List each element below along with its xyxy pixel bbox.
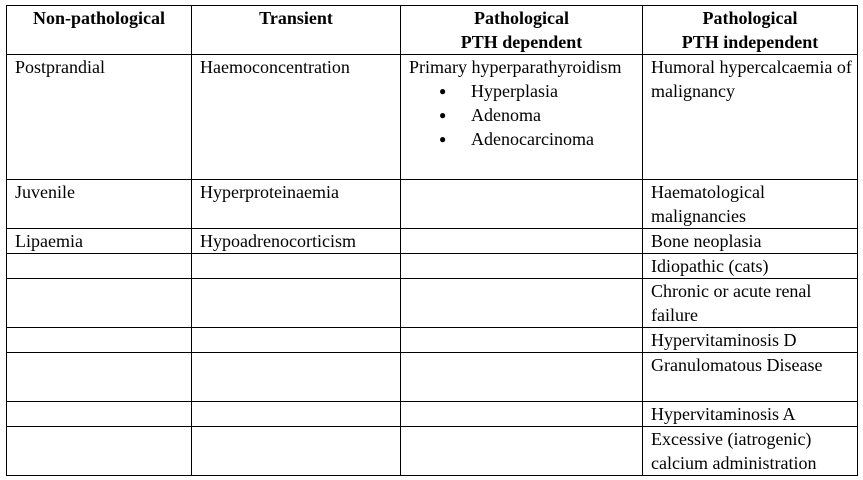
cell-pth-dependent	[401, 55, 643, 180]
cell-pth-dependent	[401, 180, 643, 229]
list-item: ● Adenoma	[409, 103, 638, 127]
table-row	[7, 353, 858, 402]
cell-pth-independent: Idiopathic (cats)	[643, 254, 858, 279]
table-row	[7, 328, 858, 353]
table-row	[7, 55, 858, 180]
table-row	[7, 254, 858, 279]
cell-pth-independent: Granulomatous Disease	[643, 353, 858, 402]
cell-pth-dependent	[401, 328, 643, 353]
cell-transient: Hypoadrenocorticism	[192, 229, 401, 254]
header-pth-independent: Pathological PTH independent	[643, 6, 858, 55]
pth-dependent-cause: Primary hyperparathyroidism	[409, 57, 622, 77]
cell-pth-dependent	[401, 427, 643, 476]
pth-dependent-subtypes	[409, 79, 638, 151]
cell-pth-independent: Hypervitaminosis D	[643, 328, 858, 353]
cell-transient: Hyperproteinaemia	[192, 180, 401, 229]
cell-non-pathological: Postprandial	[7, 55, 192, 180]
cell-pth-dependent	[401, 254, 643, 279]
cell-pth-dependent	[401, 353, 643, 402]
cell-non-pathological	[7, 254, 192, 279]
cell-pth-independent: Chronic or acute renal failure	[643, 279, 858, 328]
cell-non-pathological	[7, 402, 192, 427]
cell-pth-independent: Excessive (iatrogenic) calcium administration	[643, 427, 858, 476]
list-item: ● Adenocarcinoma	[409, 127, 638, 151]
header-transient: Transient	[192, 6, 401, 55]
cell-non-pathological: Juvenile	[7, 180, 192, 229]
cell-transient	[192, 427, 401, 476]
table-row	[7, 402, 858, 427]
cell-pth-independent: Haematological malignancies	[643, 180, 858, 229]
table-row	[7, 279, 858, 328]
cell-transient	[192, 402, 401, 427]
cell-non-pathological	[7, 279, 192, 328]
header-pth-dependent: Pathological PTH dependent	[401, 6, 643, 55]
cell-pth-dependent	[401, 279, 643, 328]
table-row	[7, 427, 858, 476]
cell-pth-dependent	[401, 229, 643, 254]
list-item: ● Hyperplasia	[409, 79, 638, 103]
table-row	[7, 229, 858, 254]
cell-transient: Haemoconcentration	[192, 55, 401, 180]
cell-transient	[192, 353, 401, 402]
cell-non-pathological	[7, 427, 192, 476]
cell-non-pathological	[7, 328, 192, 353]
cell-transient	[192, 254, 401, 279]
cell-transient	[192, 279, 401, 328]
header-row	[7, 6, 858, 55]
cell-non-pathological	[7, 353, 192, 402]
cell-transient	[192, 328, 401, 353]
cell-non-pathological: Lipaemia	[7, 229, 192, 254]
cell-pth-dependent	[401, 402, 643, 427]
header-non-pathological: Non-pathological	[7, 6, 192, 55]
cell-pth-independent: Humoral hypercalcaemia of malignancy	[643, 55, 858, 180]
cell-pth-independent: Hypervitaminosis A	[643, 402, 858, 427]
cell-pth-independent: Bone neoplasia	[643, 229, 858, 254]
table-row	[7, 180, 858, 229]
hypercalcaemia-causes-table	[6, 5, 858, 476]
